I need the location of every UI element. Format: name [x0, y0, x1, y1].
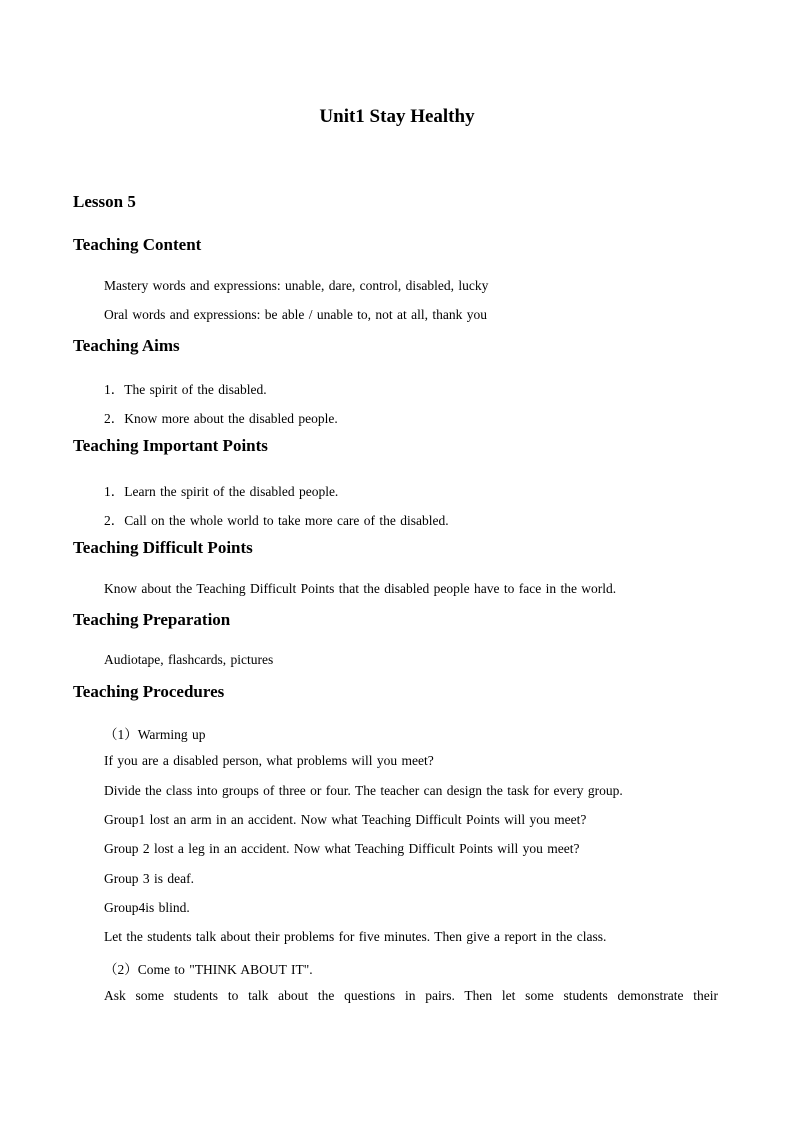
- content-line-1: Mastery words and expressions: unable, dare, control, disabled, lucky: [104, 278, 489, 293]
- procedure-line-8: Let the students talk about their problems for five minutes. Then give a report in the class.: [104, 929, 607, 944]
- procedure-line-2: If you are a disabled person, what problems will you meet?: [104, 753, 434, 768]
- difficult-line-1: Know about the Teaching Difficult Points that the disabled people have to face in the world.: [104, 581, 617, 596]
- procedure-line-3: Divide the class into groups of three or four. The teacher can design the task for every group.: [104, 783, 623, 798]
- procedure-line-1: （1）Warming up: [104, 727, 206, 742]
- important-line-1: 1．Learn the spirit of the disabled people.: [104, 484, 339, 499]
- preparation-line-1: Audiotape, flashcards, pictures: [104, 652, 274, 667]
- heading-teaching-content: Teaching Content: [73, 235, 202, 254]
- procedure-line-7: Group4is blind.: [104, 900, 190, 915]
- aims-line-1: 1．The spirit of the disabled.: [104, 382, 267, 397]
- content-line-2: Oral words and expressions: be able / unable to, not at all, thank you: [104, 307, 488, 322]
- procedure-line-4: Group1 lost an arm in an accident. Now what Teaching Difficult Points will you meet?: [104, 812, 587, 827]
- heading-teaching-aims: Teaching Aims: [73, 336, 180, 355]
- heading-preparation: Teaching Preparation: [73, 610, 231, 629]
- heading-difficult-points: Teaching Difficult Points: [73, 538, 253, 557]
- heading-important-points: Teaching Important Points: [73, 436, 268, 455]
- document-title: Unit1 Stay Healthy: [319, 106, 475, 127]
- aims-line-2: 2．Know more about the disabled people.: [104, 411, 338, 426]
- lesson-heading: Lesson 5: [73, 192, 136, 211]
- procedure-line-10: Ask some students to talk about the questions in pairs. Then let some students demonstrate their: [104, 988, 718, 1003]
- procedure-line-5: Group 2 lost a leg in an accident. Now what Teaching Difficult Points will you meet?: [104, 841, 580, 856]
- procedure-line-6: Group 3 is deaf.: [104, 871, 194, 886]
- heading-procedures: Teaching Procedures: [73, 682, 225, 701]
- procedure-line-9: （2）Come to "THINK ABOUT IT".: [104, 962, 313, 977]
- important-line-2: 2．Call on the whole world to take more care of the disabled.: [104, 513, 449, 528]
